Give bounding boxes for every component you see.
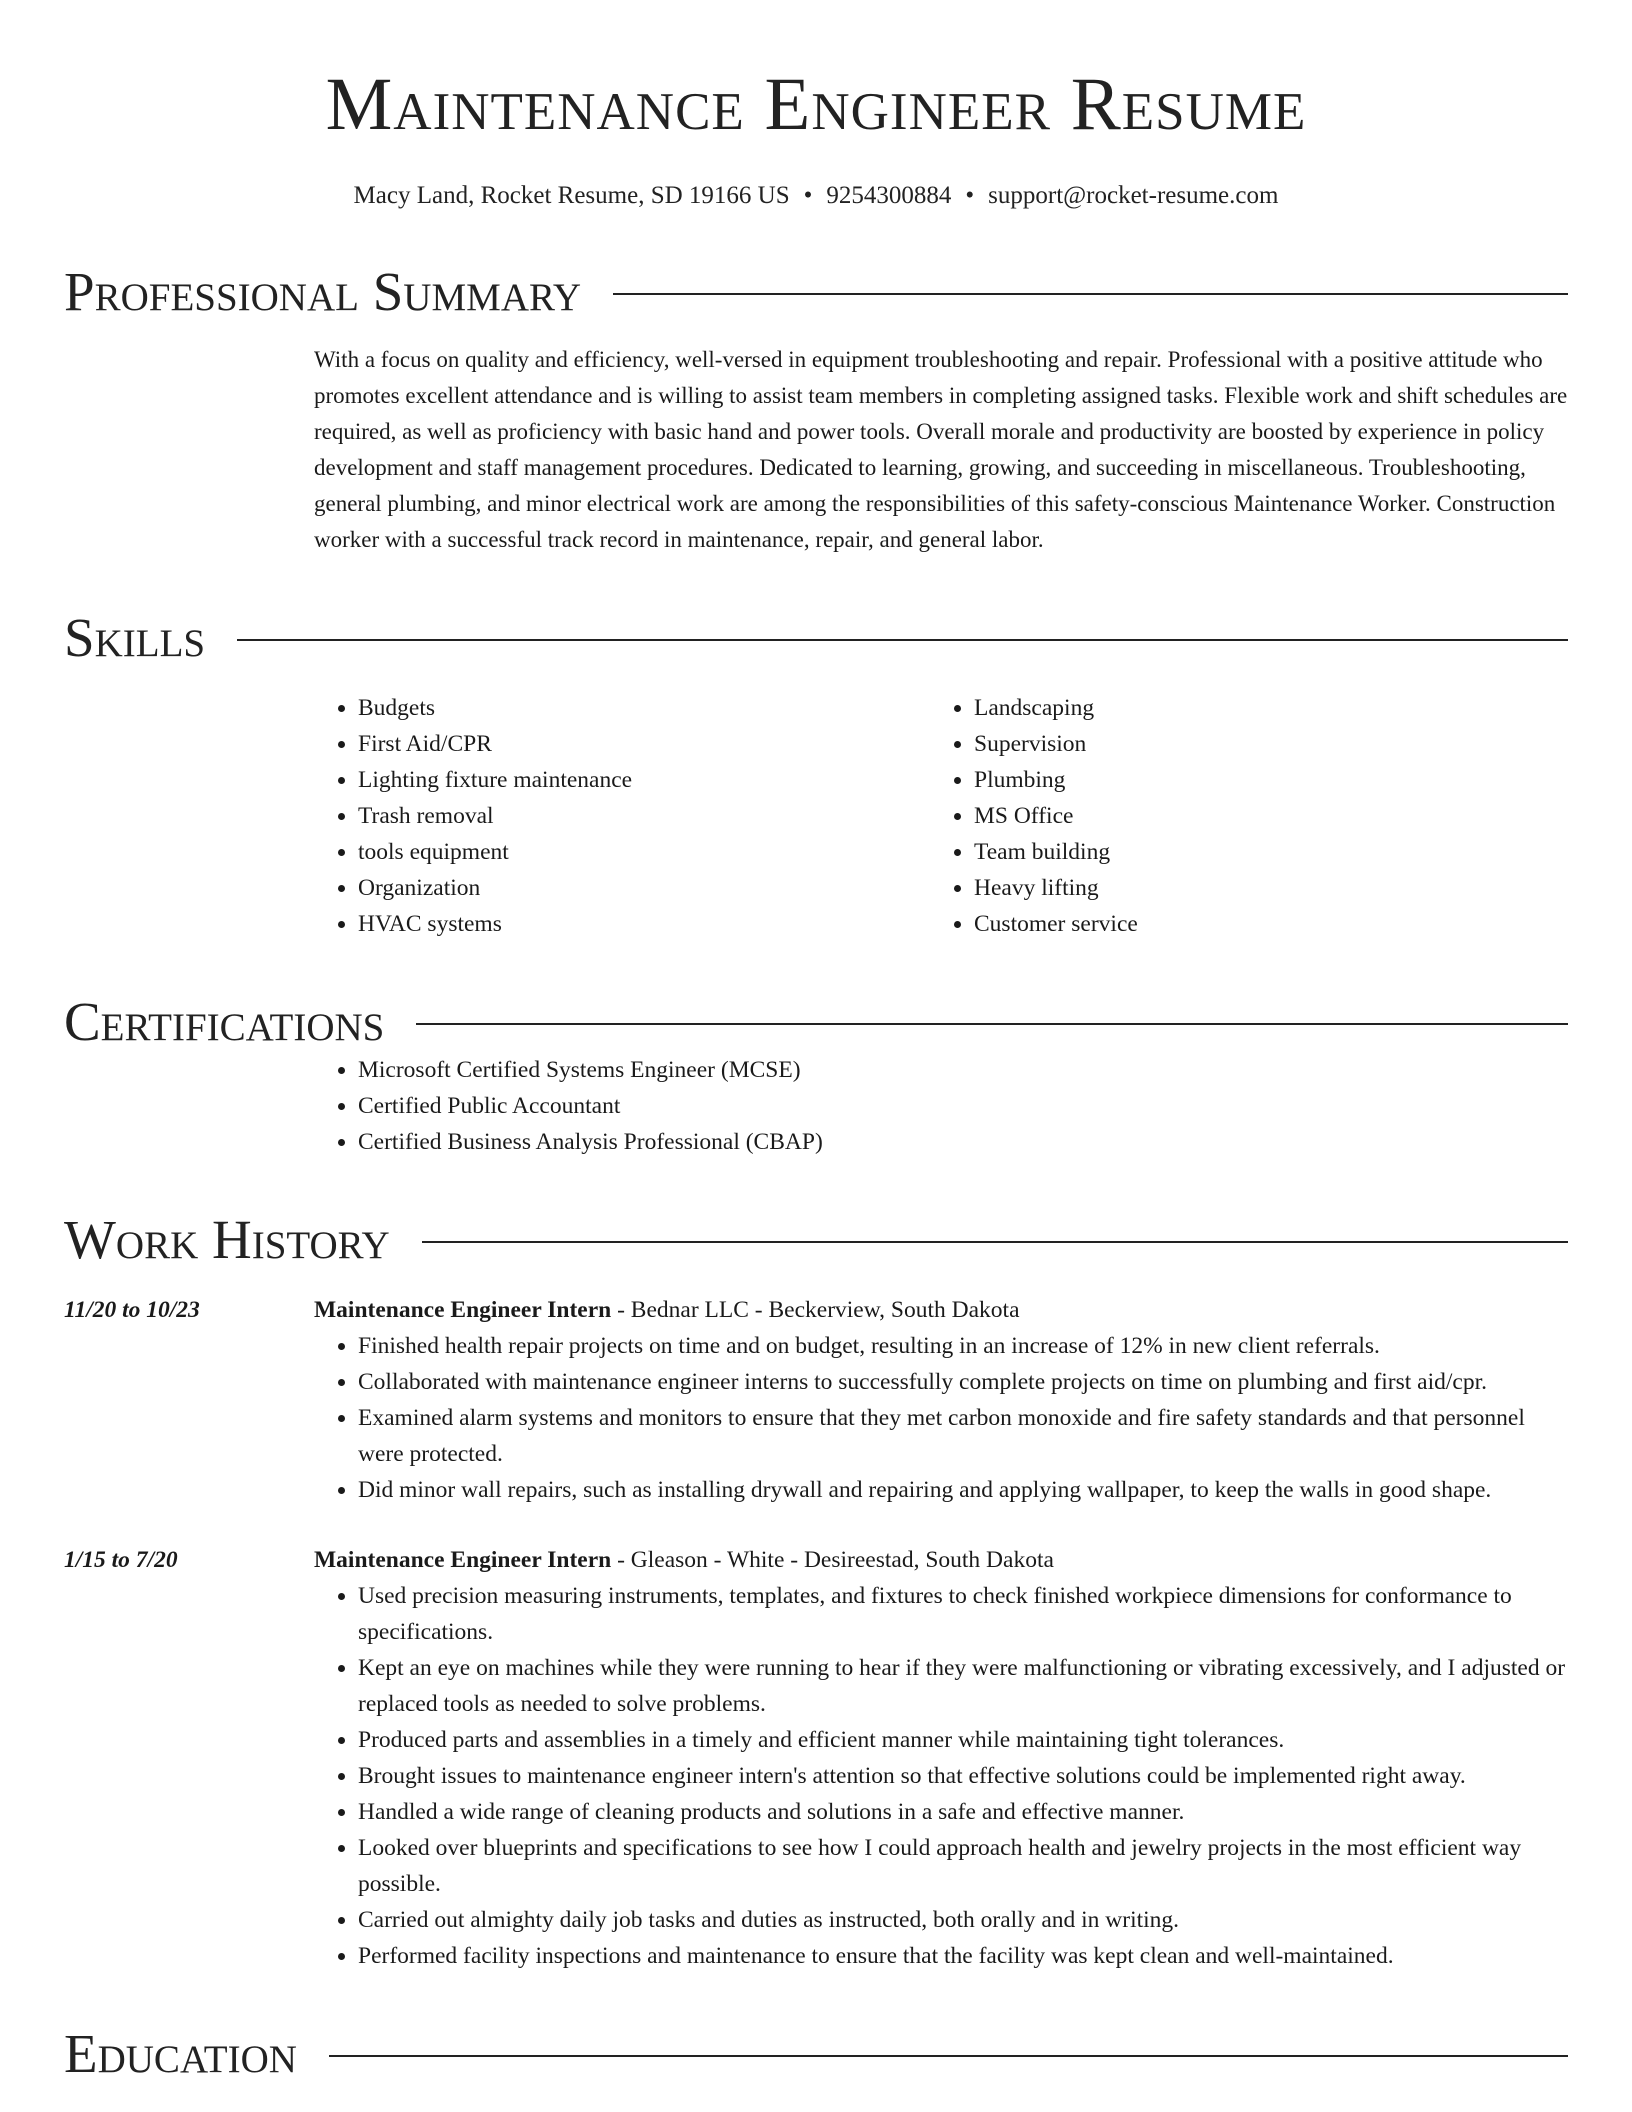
skills-section [64,608,1568,942]
job-bullet: • Did minor wall repairs, such as installing drywall and repairing and applying wallpaper, to keep the walls in good shape. [358,1472,1568,1508]
skill-item: • First Aid/CPR [358,726,930,762]
job-entry [64,1292,1568,1508]
job-bullets [314,1578,1568,1974]
job-bullet: • Produced parts and assemblies in a timely and efficient manner while maintaining tight tolerances. [358,1722,1568,1758]
job-details [314,1292,1568,1508]
job-entry [64,1542,1568,1974]
skills-list [930,690,1546,942]
summary-heading: Professional Summary [64,261,582,322]
page-title: Maintenance Engineer Resume [325,63,1307,146]
certifications-section [64,992,1568,1160]
job-dates: 11/20 to 10/23 [64,1297,200,1323]
skill-item: • Team building [974,834,1546,870]
section-divider [416,1023,1568,1025]
section-divider [329,2055,1568,2057]
section-header [64,608,1568,668]
summary-text: With a focus on quality and efficiency, well-versed in equipment troubleshooting and repair. Professional with a positive attitude who promotes excellent attendance and is willing to assist team members in completing assigned tasks. Flexible work and shift schedules are required, as well as proficiency with basic hand and power tools. Overall morale and productivity are boosted by experience in policy development and staff management procedures. Dedicated to learning, growing, and succeeding in miscellaneous. Troubleshooting, general plumbing, and minor electrical work are among the responsibilities of this safety-conscious Maintenance Worker. Construction worker with a successful track record in maintenance, repair, and general labor. [314,347,1568,552]
skill-item: • Lighting fixture maintenance [358,762,930,798]
skills-body [314,690,1568,942]
job-details [314,1542,1568,1974]
contact-line [64,180,1568,212]
job-role: Maintenance Engineer Intern [314,1297,612,1323]
skill-item: • Budgets [358,690,930,726]
job-dates: 1/15 to 7/20 [64,1547,178,1573]
job-bullet: • Carried out almighty daily job tasks and duties as instructed, both orally and in writing. [358,1902,1568,1938]
summary-body [314,342,1568,558]
job-header [314,1542,1568,1578]
job-bullet: • Brought issues to maintenance engineer intern's attention so that effective solutions could be implemented right away. [358,1758,1568,1794]
contact-phone: 9254300884 [826,182,952,209]
skill-item: • Heavy lifting [974,870,1546,906]
contact-separator: • [965,182,975,209]
skill-item: • tools equipment [358,834,930,870]
job-role: Maintenance Engineer Intern [314,1547,612,1573]
certifications-list [314,1052,1568,1160]
job-employer: - Gleason - White - Desireestad, South Dakota [611,1547,1054,1573]
skill-item: • Plumbing [974,762,1546,798]
job-bullet: • Finished health repair projects on time and on budget, resulting in an increase of 12% in new client referrals. [358,1328,1568,1364]
section-header [64,262,1568,322]
skill-item: • Customer service [974,906,1546,942]
skill-item: • Organization [358,870,930,906]
certification-item: • Certified Public Accountant [358,1088,1568,1124]
job-bullet: • Looked over blueprints and specifications to see how I could approach health and jewelry projects in the most efficient way possible. [358,1830,1568,1902]
work-history-section [64,1210,1568,1974]
job-header [314,1292,1568,1328]
work-history-heading: Work History [64,1209,390,1270]
skill-item: • Landscaping [974,690,1546,726]
certifications-body [314,1052,1568,1160]
skills-grid [314,690,1568,942]
skills-list [314,690,930,942]
job-bullet: • Kept an eye on machines while they were running to hear if they were malfunctioning or vibrating excessively, and I adjusted or replaced tools as needed to solve problems. [358,1650,1568,1722]
skills-column-right [930,690,1546,942]
section-header [64,992,1568,1052]
job-employer: - Bednar LLC - Beckerview, South Dakota [611,1297,1020,1323]
section-divider [237,639,1568,641]
skill-item: • MS Office [974,798,1546,834]
certification-item: • Microsoft Certified Systems Engineer (MCSE) [358,1052,1568,1088]
education-section [64,2024,1568,2084]
section-header [64,1210,1568,1270]
skill-item: • Supervision [974,726,1546,762]
skill-item: • HVAC systems [358,906,930,942]
job-bullet: • Used precision measuring instruments, templates, and fixtures to check finished workpiece dimensions for conformance to specifications. [358,1578,1568,1650]
job-bullets [314,1328,1568,1508]
section-divider [422,1241,1568,1243]
job-bullet: • Collaborated with maintenance engineer interns to successfully complete projects on time on plumbing and first aid/cpr. [358,1364,1568,1400]
job-bullet: • Handled a wide range of cleaning products and solutions in a safe and effective manner. [358,1794,1568,1830]
job-bullet: • Examined alarm systems and monitors to ensure that they met carbon monoxide and fire safety standards and that personnel were protected. [358,1400,1568,1472]
job-bullet: • Performed facility inspections and maintenance to ensure that the facility was kept clean and well-maintained. [358,1938,1568,1974]
education-heading: Education [64,2023,297,2084]
contact-address: Macy Land, Rocket Resume, SD 19166 US [353,182,790,209]
contact-separator: • [803,182,813,209]
contact-email: support@rocket-resume.com [988,182,1279,209]
section-header [64,2024,1568,2084]
skill-item: • Trash removal [358,798,930,834]
section-divider [613,293,1568,295]
certifications-heading: Certifications [64,991,385,1052]
summary-section [64,262,1568,558]
skills-column-left [314,690,930,942]
certification-item: • Certified Business Analysis Professional (CBAP) [358,1124,1568,1160]
skills-heading: Skills [64,607,206,668]
